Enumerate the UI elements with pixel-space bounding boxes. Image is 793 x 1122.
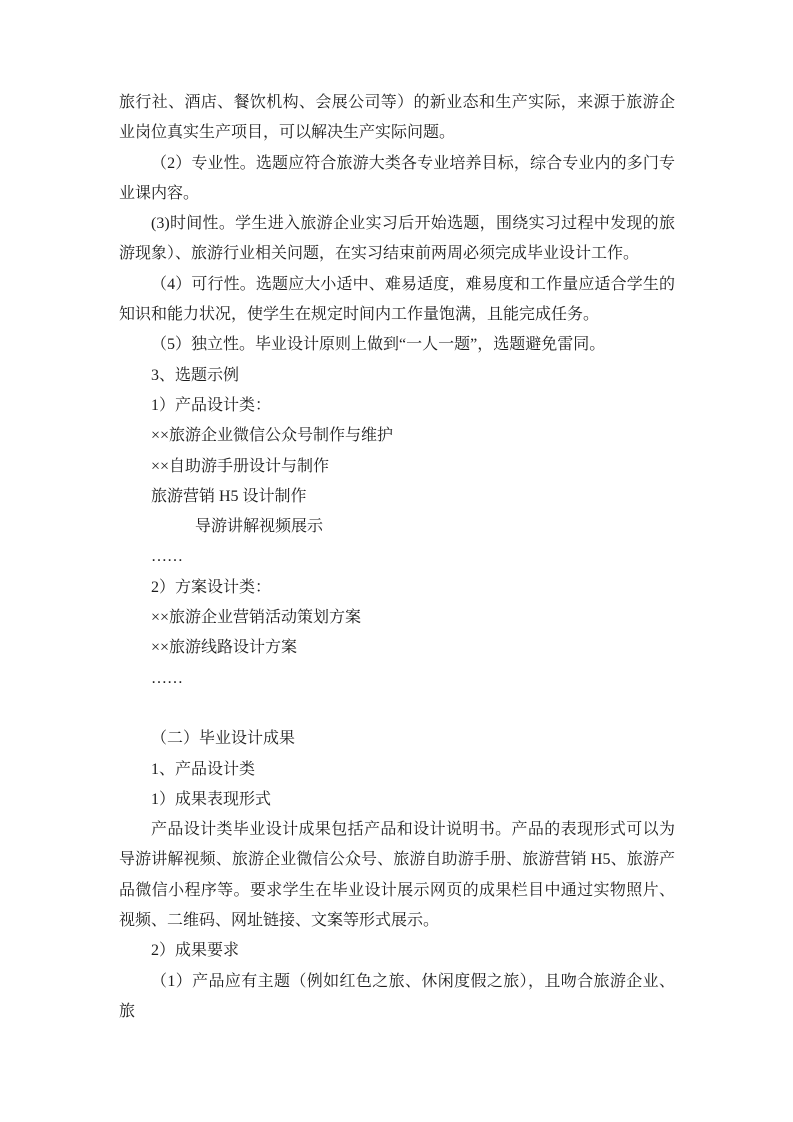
heading-topic-examples: 3、选题示例 [151, 366, 240, 384]
heading-result-presentation-form: 1）成果表现形式 [151, 790, 272, 808]
blank-line [119, 694, 675, 724]
heading-product-design-class: 1、产品设计类 [151, 760, 256, 778]
example-tourism-marketing-h5: 旅游营销 H5 设计制作 [151, 487, 307, 505]
heading-plan-design-category: 2）方案设计类： [151, 578, 272, 596]
paragraph-principle-3-timeliness: (3)时间性。学生进入旅游企业实习后开始选题，围绕实习过程中发现的旅游现象）、旅游行业相关问题，在实习结束前两周必须完成毕业设计工作。 [119, 215, 675, 263]
example-tour-guide-video: 导游讲解视频展示 [195, 518, 324, 536]
ellipsis-line-1: …… [151, 548, 183, 566]
example-tour-route-design-plan: ××旅游线路设计方案 [151, 639, 298, 657]
heading-graduation-design-results: （二）毕业设计成果 [151, 730, 296, 748]
example-wechat-official-account: ××旅游企业微信公众号制作与维护 [151, 427, 394, 445]
paragraph-result-form-details: 产品设计类毕业设计成果包括产品和设计说明书。产品的表现形式可以为导游讲解视频、旅游企业微信公众号、旅游自助游手册、旅游营销 H5、旅游产品微信小程序等。要求学生在毕业设计展示网页的成果栏目中通过实物照片、视频、二维码、网址链接、文案等形式展示。 [119, 821, 675, 930]
paragraph-product-theme-requirement: （1）产品应有主题（例如红色之旅、休闲度假之旅），且吻合旅游企业、旅 [119, 972, 675, 1020]
paragraph-continued-from-previous-page: 旅行社、酒店、餐饮机构、会展公司等）的新业态和生产实际，来源于旅游企业岗位真实生产项目，可以解决生产实际问题。 [119, 94, 675, 142]
paragraph-principle-5-independence: （5）独立性。毕业设计原则上做到“一人一题”，选题避免雷同。 [151, 336, 606, 354]
example-self-guided-tour-handbook: ××自助游手册设计与制作 [151, 457, 330, 475]
ellipsis-line-2: …… [151, 669, 183, 687]
paragraph-principle-2-professional: （2）专业性。选题应符合旅游大类各专业培养目标，综合专业内的多门专业课内容。 [119, 154, 675, 202]
heading-product-design-category: 1）产品设计类： [151, 396, 272, 414]
heading-result-requirements: 2）成果要求 [151, 942, 240, 960]
example-marketing-activity-plan: ××旅游企业营销活动策划方案 [151, 609, 362, 627]
paragraph-principle-4-feasibility: （4）可行性。选题应大小适中、难易适度，难易度和工作量应适合学生的知识和能力状况，使学生在规定时间内工作量饱满，且能完成任务。 [119, 275, 675, 324]
